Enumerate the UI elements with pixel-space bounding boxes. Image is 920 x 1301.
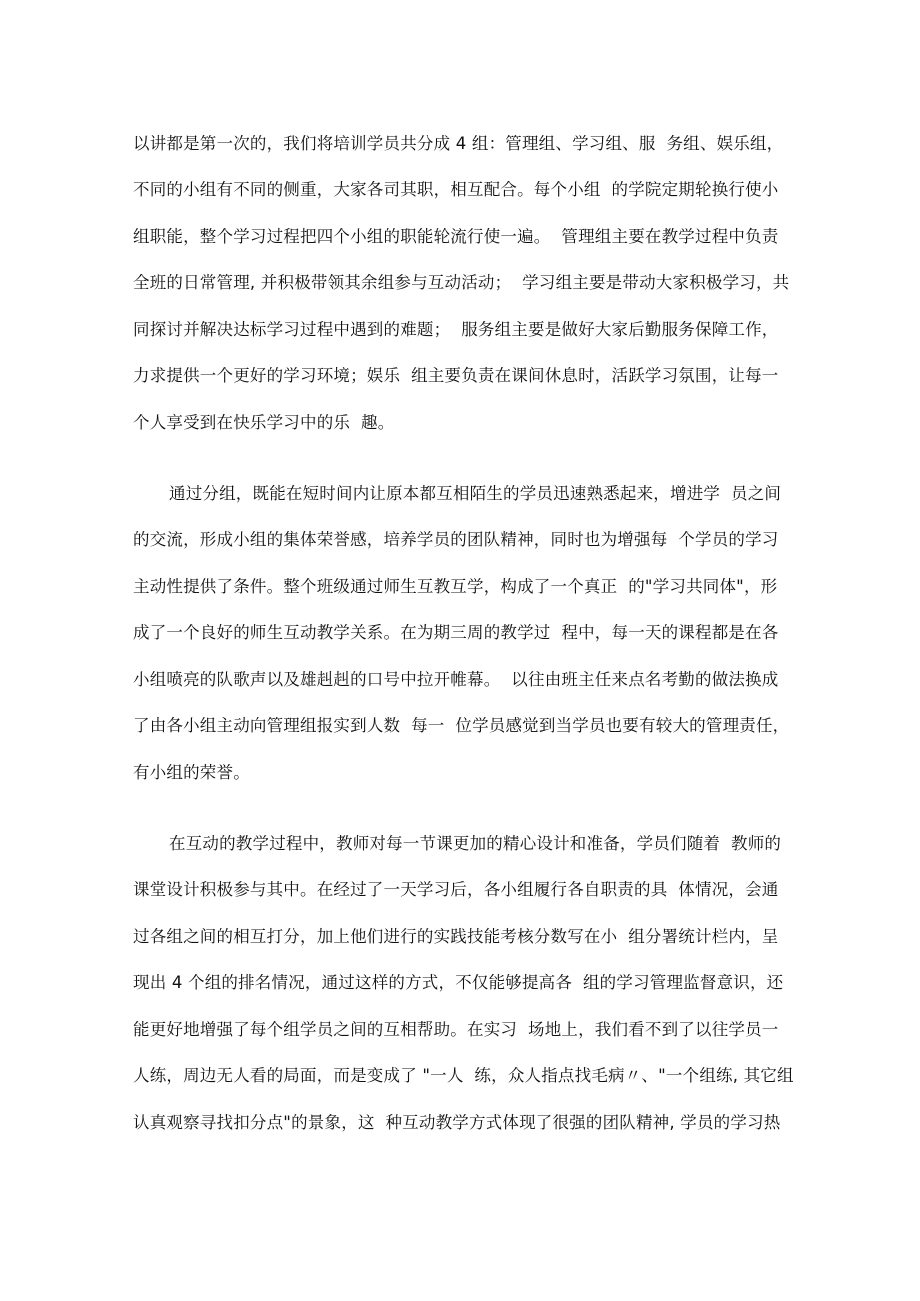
p3-line-1: 在互动的教学过程中，教师对每一节课更加的精心设计和准备，学员们随着 教师的 (169, 834, 782, 853)
p2-line-2: 的交流，形成小组的集体荣誉感，培养学员的团队精神，同时也为增强每 个学员的学习 (133, 530, 779, 549)
p2-line-3: 主动性提供了条件。整个班级通过师生互教互学，构成了一个真正 的"学习共同体"，形 (133, 577, 778, 596)
p3-line-5: 能更好地增强了每个组学员之间的互相帮助。在实习 场地上，我们看不到了以往学员一 (133, 1020, 779, 1039)
p1-line-2: 不同的小组有不同的侧重，大家各司其职，相互配合。每个小组 的学院定期轮换行使小 (133, 180, 779, 199)
p3-line-7: 认真观察寻找扣分点"的景象，这 种互动教学方式体现了很强的团队精神, 学员的学习热 (133, 1113, 781, 1132)
p3-line-3: 过各组之间的相互打分，加上他们进行的实践技能考核分数写在小 组分署统计栏内，呈 (133, 927, 779, 946)
p1-line-5: 同探讨并解决达标学习过程中遇到的难题； 服务组主要是做好大家后勤服务保障工作， (133, 320, 779, 339)
p3-line-2: 课堂设计积极参与其中。在经过了一天学习后，各小组履行各自职责的具 体情况，会通 (133, 880, 779, 899)
p3-line-4: 现出 4 个组的排名情况，通过这样的方式，不仅能够提高各 组的学习管理监督意识，还 (133, 973, 784, 992)
p2-line-5: 小组喷亮的队歌声以及雄赳赳的口号中拉开帷幕。 以往由班主任来点名考勤的做法换成 (133, 670, 779, 689)
p2-line-7: 有小组的荣誉。 (133, 763, 250, 782)
p2-line-1: 通过分组，既能在短时间内让原本都互相陌生的学员迅速熟悉起来，增进学 员之间 (169, 484, 782, 503)
p1-line-1: 以讲都是第一次的，我们将培训学员共分成 4 组：管理组、学习组、服 务组、娱乐组， (133, 134, 784, 153)
p1-line-3: 组职能，整个学习过程把四个小组的职能轮流行使一遍。 管理组主要在教学过程中负责 (133, 227, 779, 246)
p2-line-6: 了由各小组主动向管理组报实到人数 每一 位学员感觉到当学员也要有较大的管理责任， (133, 716, 790, 735)
p3-line-6: 人练，周边无人看的局面，而是变成了 "一人 练，众人指点找毛病〃、"一个组练, 其它组 (133, 1066, 794, 1085)
p2-line-4: 成了一个良好的师生互动教学关系。在为期三周的教学过 程中，每一天的课程都是在各 (133, 623, 779, 642)
p1-line-6: 力求提供一个更好的学习环境；娱乐 组主要负责在课间休息时，活跃学习氛围，让每一 (133, 366, 779, 385)
p1-line-4: 全班的日常管理, 并积极带领其余组参与互动活动； 学习组主要是带动大家积极学习，共 (133, 273, 790, 292)
p1-line-7: 个人享受到在快乐学习中的乐 趣。 (133, 413, 395, 432)
